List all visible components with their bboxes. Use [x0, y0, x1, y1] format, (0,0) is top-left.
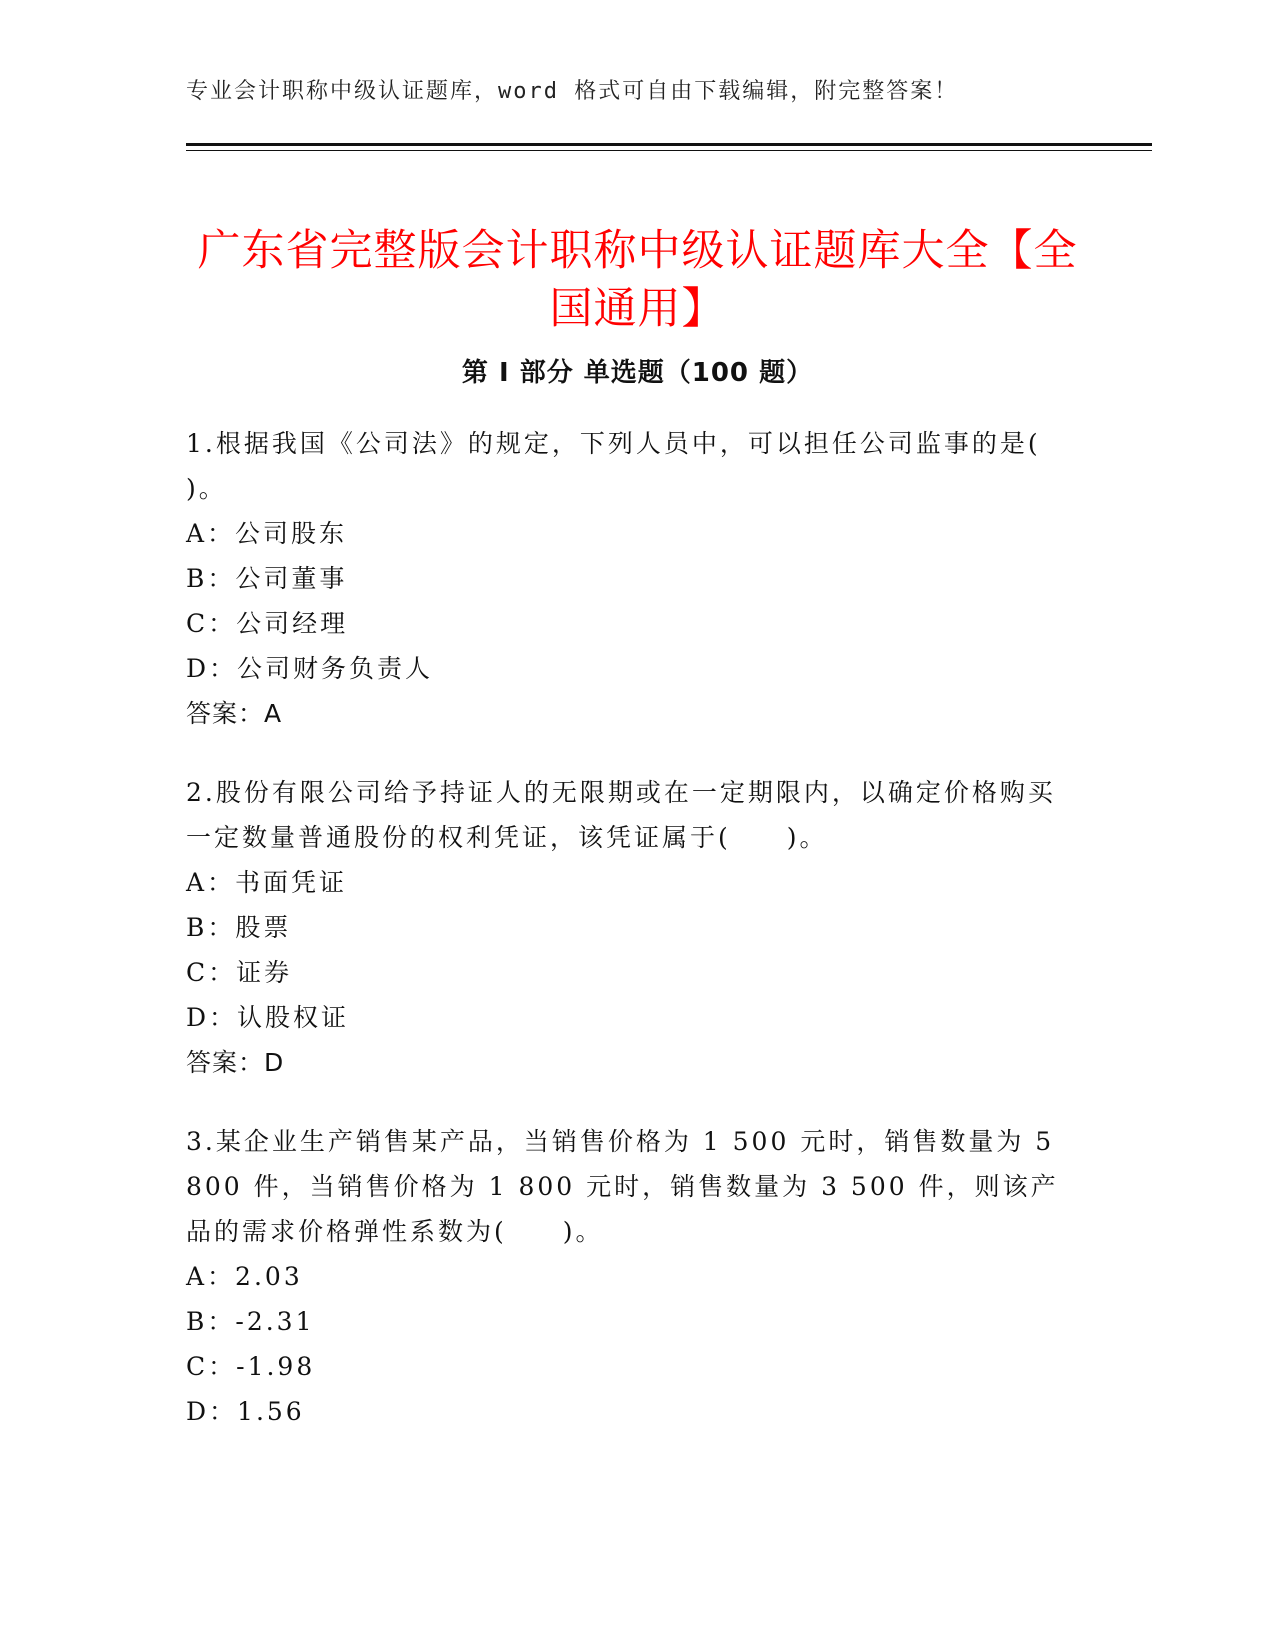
question-2: [186, 770, 1076, 1085]
option-d: D：公司财务负责人: [186, 654, 434, 683]
question-stem: 3.某企业生产销售某产品，当销售价格为 1 500 元时，销售数量为 5 800 件，当销售价格为 1 800 元时，销售数量为 3 500 件，则该产品的需求价格弹性系数为( )。: [186, 1127, 1059, 1246]
answer-label: 答案：D: [186, 1048, 285, 1077]
option-b: B：-2.31: [186, 1307, 315, 1336]
question-3: [186, 1119, 1076, 1434]
question-stem: 2.股份有限公司给予持证人的无限期或在一定期限内，以确定价格购买一定数量普通股份的权利凭证，该凭证属于( )。: [186, 778, 1056, 852]
header-note: 专业会计职称中级认证题库，word 格式可自由下载编辑，附完整答案！: [186, 79, 959, 104]
option-a: A：公司股东: [186, 519, 348, 548]
option-c: C：-1.98: [186, 1352, 316, 1381]
header-rule-thick: [186, 143, 1152, 146]
option-b: B：股票: [186, 913, 292, 942]
option-a: A：书面凭证: [186, 868, 348, 897]
option-c: C：公司经理: [186, 609, 349, 638]
option-d: D：认股权证: [186, 1003, 350, 1032]
option-b: B：公司董事: [186, 564, 348, 593]
question-1: [186, 421, 1076, 736]
option-c: C：证券: [186, 958, 293, 987]
header-rule-thin: [186, 150, 1152, 151]
option-a: A：2.03: [186, 1262, 303, 1291]
option-d: D：1.56: [186, 1397, 305, 1426]
answer-label: 答案：A: [186, 699, 283, 728]
question-stem: 1.根据我国《公司法》的规定，下列人员中，可以担任公司监事的是( )。: [186, 429, 1041, 503]
section-heading: 第 I 部分 单选题（100 题）: [461, 358, 814, 388]
document-title: 广东省完整版会计职称中级认证题库大全【全国通用】: [197, 225, 1078, 334]
